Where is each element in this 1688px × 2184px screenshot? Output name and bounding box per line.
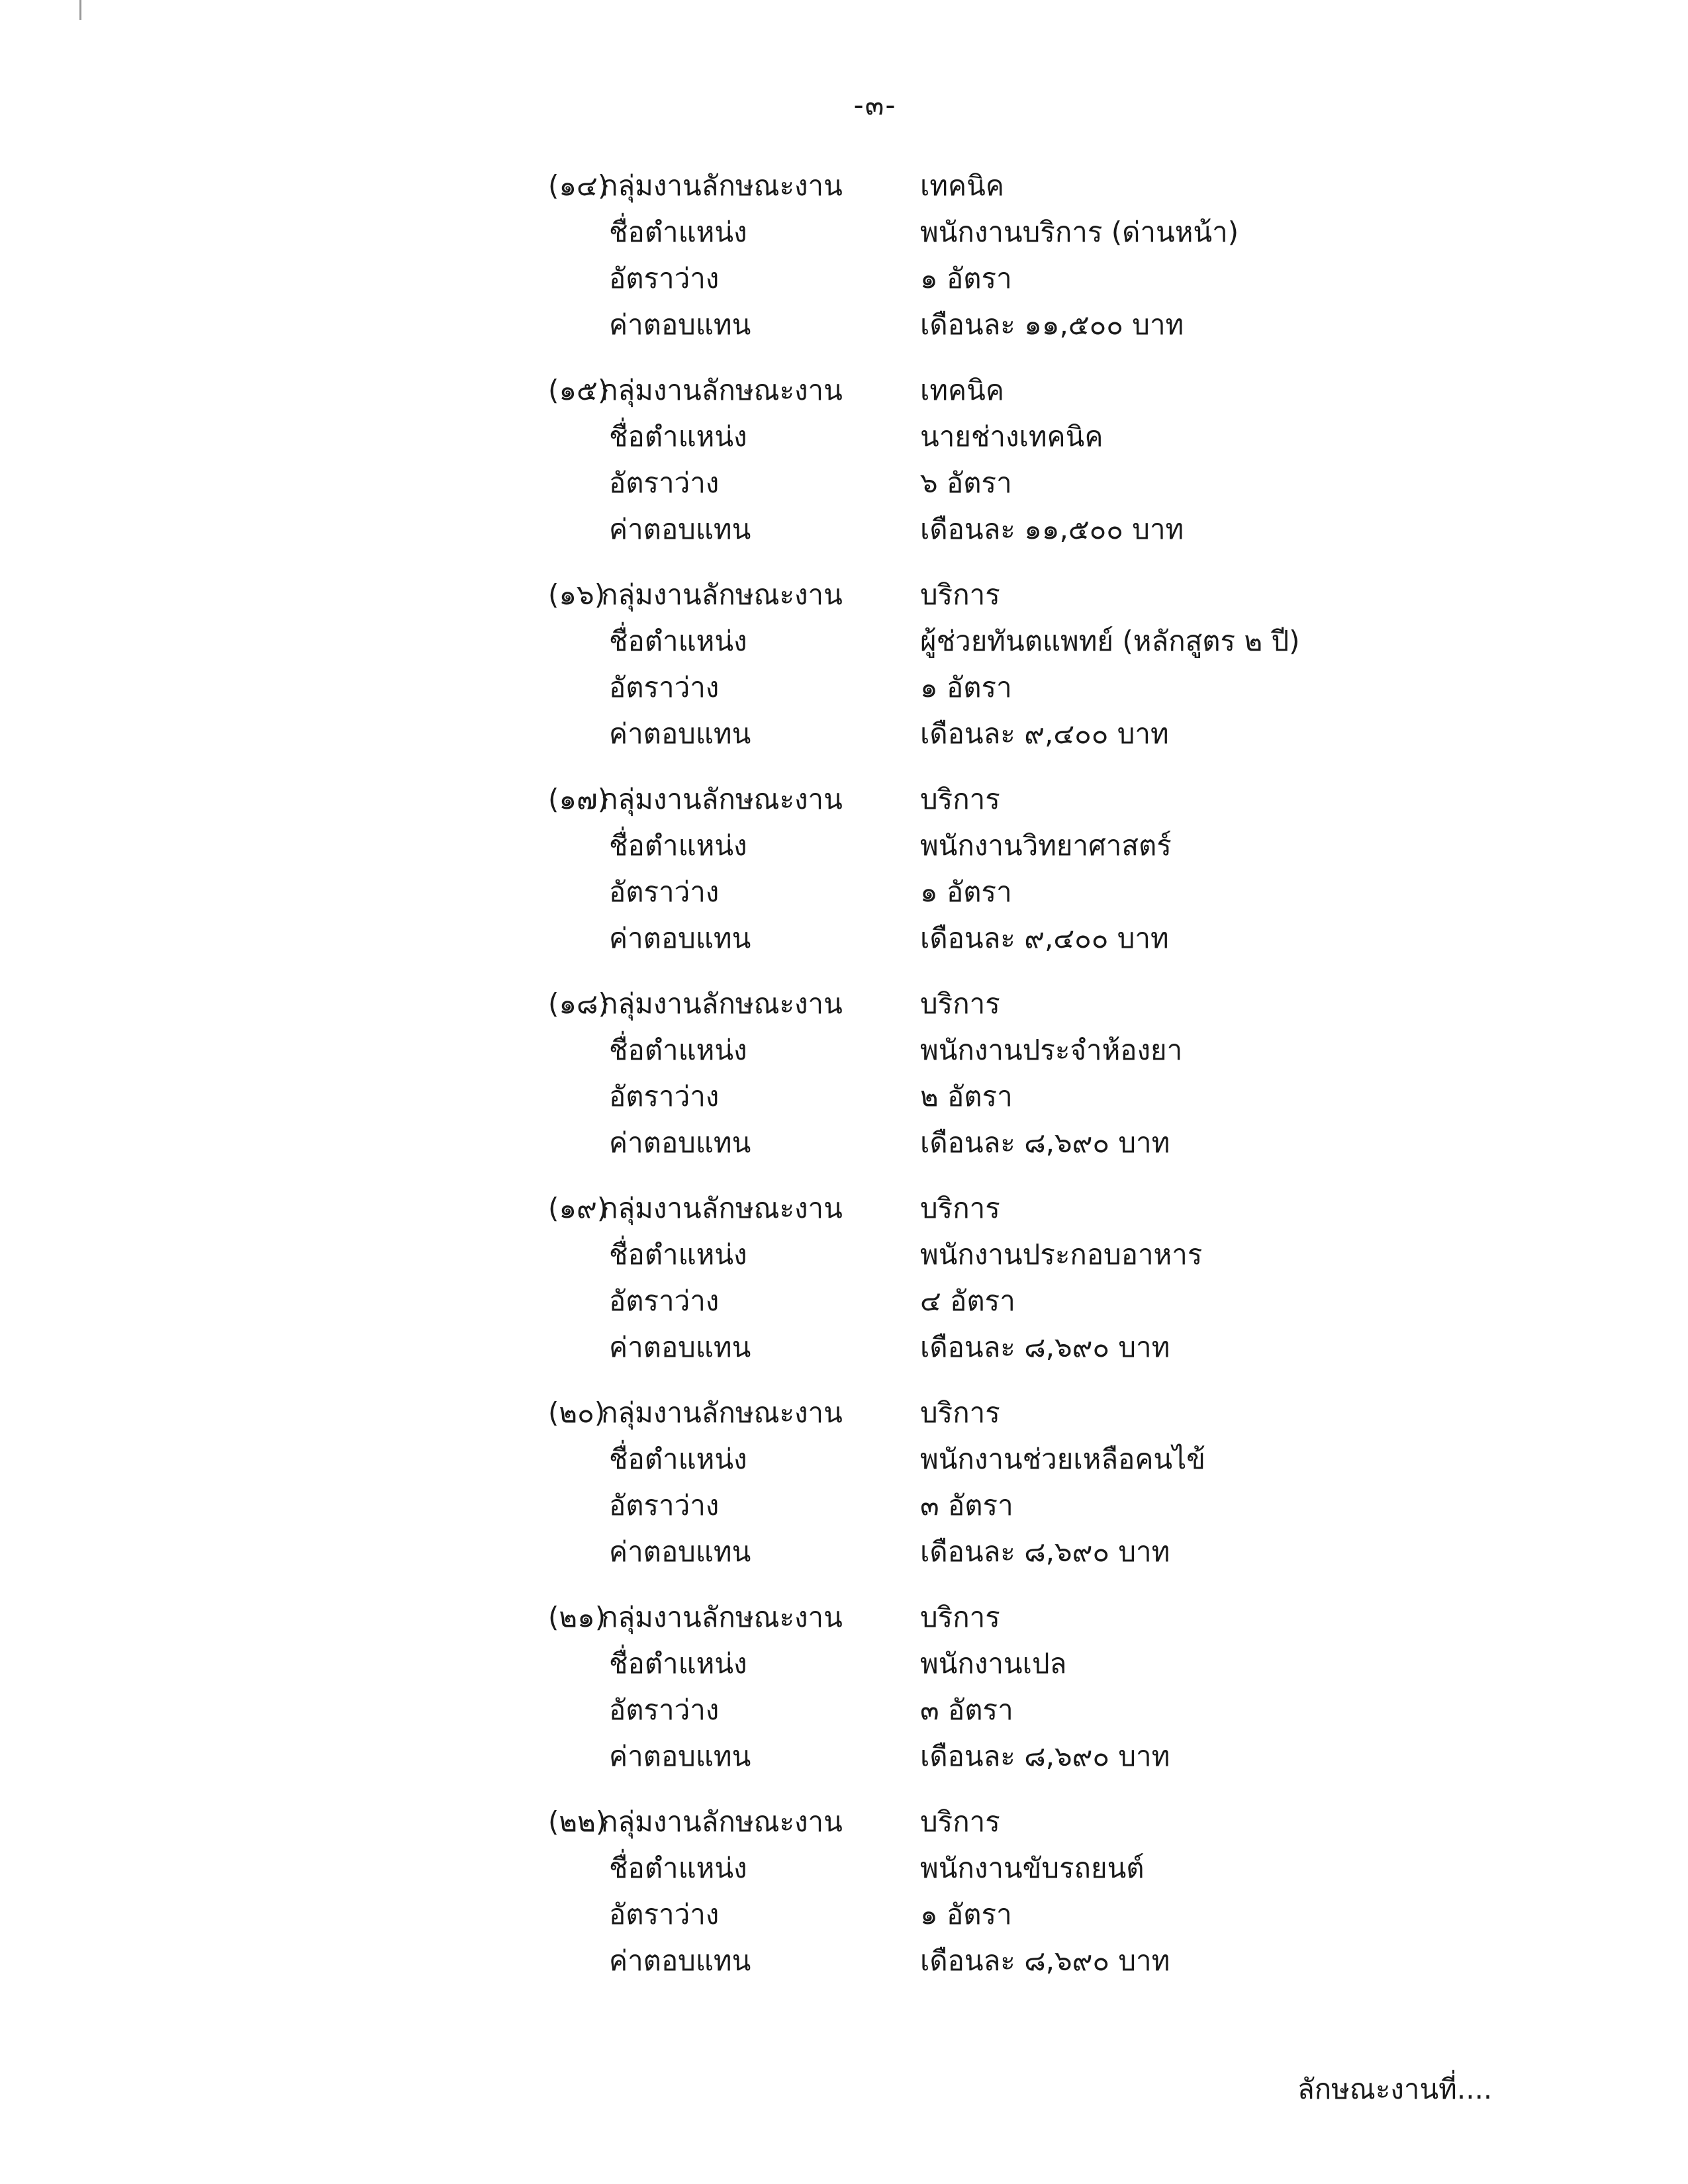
entry-salary-line bbox=[548, 302, 1488, 348]
position-label: ชื่อตำแหน่ง bbox=[609, 1647, 747, 1680]
vacancy-value: ๓ อัตรา bbox=[920, 1694, 1013, 1726]
vacancy-label: อัตราว่าง bbox=[609, 1489, 720, 1522]
salary-label: ค่าตอบแทน bbox=[609, 1535, 751, 1568]
entry-salary-line bbox=[548, 915, 1488, 962]
position-value: พนักงานขับรถยนต์ bbox=[920, 1852, 1145, 1884]
position-label: ชื่อตำแหน่ง bbox=[609, 1034, 747, 1066]
salary-value: เดือนละ ๘,๖๙๐ บาท bbox=[920, 1944, 1170, 1977]
salary-label: ค่าตอบแทน bbox=[609, 1126, 751, 1159]
entry-position-line bbox=[548, 1027, 1488, 1073]
entry-salary-line bbox=[548, 1120, 1488, 1166]
entry-salary-line bbox=[548, 1324, 1488, 1371]
vacancy-value: ๑ อัตรา bbox=[920, 1898, 1012, 1931]
group-value: เทคนิค bbox=[920, 169, 1004, 202]
salary-label: ค่าตอบแทน bbox=[609, 1944, 751, 1977]
salary-value: เดือนละ ๑๑,๕๐๐ บาท bbox=[920, 308, 1184, 341]
entry-position-line bbox=[548, 1436, 1488, 1482]
position-value: พนักงานประจำห้องยา bbox=[920, 1034, 1183, 1066]
position-label: ชื่อตำแหน่ง bbox=[609, 1238, 747, 1271]
group-label: กลุ่มงานลักษณะงาน bbox=[601, 1601, 843, 1633]
position-entry bbox=[548, 981, 1488, 1185]
salary-label: ค่าตอบแทน bbox=[609, 1740, 751, 1772]
position-entry bbox=[548, 163, 1488, 367]
entry-position-line bbox=[548, 209, 1488, 255]
entry-vacancy-line bbox=[548, 1482, 1488, 1529]
entry-number: (๑๔) bbox=[548, 169, 609, 202]
position-value: พนักงานเปล bbox=[920, 1647, 1067, 1680]
entry-group-line bbox=[548, 572, 1488, 618]
salary-label: ค่าตอบแทน bbox=[609, 513, 751, 545]
vacancy-label: อัตราว่าง bbox=[609, 1898, 720, 1931]
continuation-note: ลักษณะงานที่.... bbox=[1297, 2073, 1493, 2105]
entry-position-line bbox=[548, 1232, 1488, 1278]
position-value: ผู้ช่วยทันตแพทย์ (หลักสูตร ๒ ปี) bbox=[920, 625, 1300, 657]
position-list bbox=[548, 163, 1488, 2003]
entry-salary-line bbox=[548, 1938, 1488, 1984]
entry-vacancy-line bbox=[548, 1687, 1488, 1733]
entry-number: (๑๗) bbox=[548, 783, 609, 815]
vacancy-label: อัตราว่าง bbox=[609, 876, 720, 908]
group-label: กลุ่มงานลักษณะงาน bbox=[601, 987, 843, 1020]
vacancy-value: ๑ อัตรา bbox=[920, 262, 1012, 295]
vacancy-label: อัตราว่าง bbox=[609, 467, 720, 499]
entry-group-line bbox=[548, 163, 1488, 209]
position-label: ชื่อตำแหน่ง bbox=[609, 216, 747, 248]
entry-group-line bbox=[548, 1799, 1488, 1845]
group-value: บริการ bbox=[920, 1601, 1000, 1633]
position-entry bbox=[548, 1390, 1488, 1594]
entry-vacancy-line bbox=[548, 869, 1488, 915]
entry-vacancy-line bbox=[548, 1073, 1488, 1120]
group-value: บริการ bbox=[920, 1192, 1000, 1224]
entry-number: (๑๙) bbox=[548, 1192, 608, 1224]
page-number: -๓- bbox=[853, 89, 897, 121]
salary-label: ค่าตอบแทน bbox=[609, 1331, 751, 1363]
position-entry bbox=[548, 1185, 1488, 1390]
entry-group-line bbox=[548, 367, 1488, 414]
group-label: กลุ่มงานลักษณะงาน bbox=[601, 1805, 843, 1838]
vacancy-value: ๑ อัตรา bbox=[920, 876, 1012, 908]
entry-salary-line bbox=[548, 506, 1488, 553]
entry-vacancy-line bbox=[548, 1278, 1488, 1324]
scan-mark bbox=[79, 0, 81, 20]
entry-number: (๒๑) bbox=[548, 1601, 606, 1633]
group-label: กลุ่มงานลักษณะงาน bbox=[601, 578, 843, 611]
group-value: บริการ bbox=[920, 783, 1000, 815]
group-label: กลุ่มงานลักษณะงาน bbox=[601, 1396, 843, 1429]
salary-label: ค่าตอบแทน bbox=[609, 717, 751, 750]
entry-number: (๒๐) bbox=[548, 1396, 606, 1429]
group-label: กลุ่มงานลักษณะงาน bbox=[601, 1192, 843, 1224]
vacancy-value: ๖ อัตรา bbox=[920, 467, 1012, 499]
group-label: กลุ่มงานลักษณะงาน bbox=[601, 783, 843, 815]
group-value: บริการ bbox=[920, 1805, 1000, 1838]
vacancy-label: อัตราว่าง bbox=[609, 1694, 720, 1726]
position-entry bbox=[548, 1799, 1488, 2003]
salary-value: เดือนละ ๙,๔๐๐ บาท bbox=[920, 717, 1169, 750]
vacancy-label: อัตราว่าง bbox=[609, 262, 720, 295]
position-entry bbox=[548, 1594, 1488, 1799]
entry-number: (๑๖) bbox=[548, 578, 606, 611]
vacancy-label: อัตราว่าง bbox=[609, 1080, 720, 1113]
position-value: พนักงานบริการ (ด่านหน้า) bbox=[920, 216, 1239, 248]
position-entry bbox=[548, 367, 1488, 572]
vacancy-label: อัตราว่าง bbox=[609, 671, 720, 704]
position-label: ชื่อตำแหน่ง bbox=[609, 420, 747, 453]
vacancy-label: อัตราว่าง bbox=[609, 1285, 720, 1317]
salary-value: เดือนละ ๘,๖๙๐ บาท bbox=[920, 1126, 1170, 1159]
entry-number: (๑๕) bbox=[548, 374, 609, 406]
entry-position-line bbox=[548, 1845, 1488, 1891]
entry-group-line bbox=[548, 776, 1488, 823]
entry-number: (๑๘) bbox=[548, 987, 609, 1020]
entry-salary-line bbox=[548, 1733, 1488, 1780]
entry-salary-line bbox=[548, 1529, 1488, 1575]
position-value: พนักงานประกอบอาหาร bbox=[920, 1238, 1203, 1271]
entry-vacancy-line bbox=[548, 255, 1488, 302]
entry-vacancy-line bbox=[548, 1891, 1488, 1938]
entry-vacancy-line bbox=[548, 664, 1488, 711]
group-label: กลุ่มงานลักษณะงาน bbox=[601, 374, 843, 406]
position-label: ชื่อตำแหน่ง bbox=[609, 829, 747, 862]
entry-group-line bbox=[548, 1185, 1488, 1232]
group-value: บริการ bbox=[920, 1396, 1000, 1429]
vacancy-value: ๔ อัตรา bbox=[920, 1285, 1015, 1317]
salary-value: เดือนละ ๘,๖๙๐ บาท bbox=[920, 1331, 1170, 1363]
salary-label: ค่าตอบแทน bbox=[609, 308, 751, 341]
entry-group-line bbox=[548, 1594, 1488, 1641]
position-value: พนักงานวิทยาศาสตร์ bbox=[920, 829, 1172, 862]
position-label: ชื่อตำแหน่ง bbox=[609, 1443, 747, 1475]
entry-position-line bbox=[548, 414, 1488, 460]
entry-position-line bbox=[548, 823, 1488, 869]
vacancy-value: ๒ อัตรา bbox=[920, 1080, 1013, 1113]
group-value: บริการ bbox=[920, 987, 1000, 1020]
entry-number: (๒๒) bbox=[548, 1805, 607, 1838]
salary-value: เดือนละ ๙,๔๐๐ บาท bbox=[920, 922, 1169, 954]
vacancy-value: ๓ อัตรา bbox=[920, 1489, 1013, 1522]
position-label: ชื่อตำแหน่ง bbox=[609, 625, 747, 657]
group-value: บริการ bbox=[920, 578, 1000, 611]
position-entry bbox=[548, 776, 1488, 981]
salary-value: เดือนละ ๘,๖๙๐ บาท bbox=[920, 1535, 1170, 1568]
entry-vacancy-line bbox=[548, 460, 1488, 506]
entry-salary-line bbox=[548, 711, 1488, 757]
group-value: เทคนิค bbox=[920, 374, 1004, 406]
entry-group-line bbox=[548, 1390, 1488, 1436]
salary-value: เดือนละ ๘,๖๙๐ บาท bbox=[920, 1740, 1170, 1772]
entry-position-line bbox=[548, 1641, 1488, 1687]
position-value: นายช่างเทคนิค bbox=[920, 420, 1103, 453]
group-label: กลุ่มงานลักษณะงาน bbox=[601, 169, 843, 202]
position-value: พนักงานช่วยเหลือคนไข้ bbox=[920, 1443, 1205, 1475]
vacancy-value: ๑ อัตรา bbox=[920, 671, 1012, 704]
position-entry bbox=[548, 572, 1488, 776]
salary-value: เดือนละ ๑๑,๕๐๐ บาท bbox=[920, 513, 1184, 545]
entry-group-line bbox=[548, 981, 1488, 1027]
salary-label: ค่าตอบแทน bbox=[609, 922, 751, 954]
position-label: ชื่อตำแหน่ง bbox=[609, 1852, 747, 1884]
entry-position-line bbox=[548, 618, 1488, 664]
